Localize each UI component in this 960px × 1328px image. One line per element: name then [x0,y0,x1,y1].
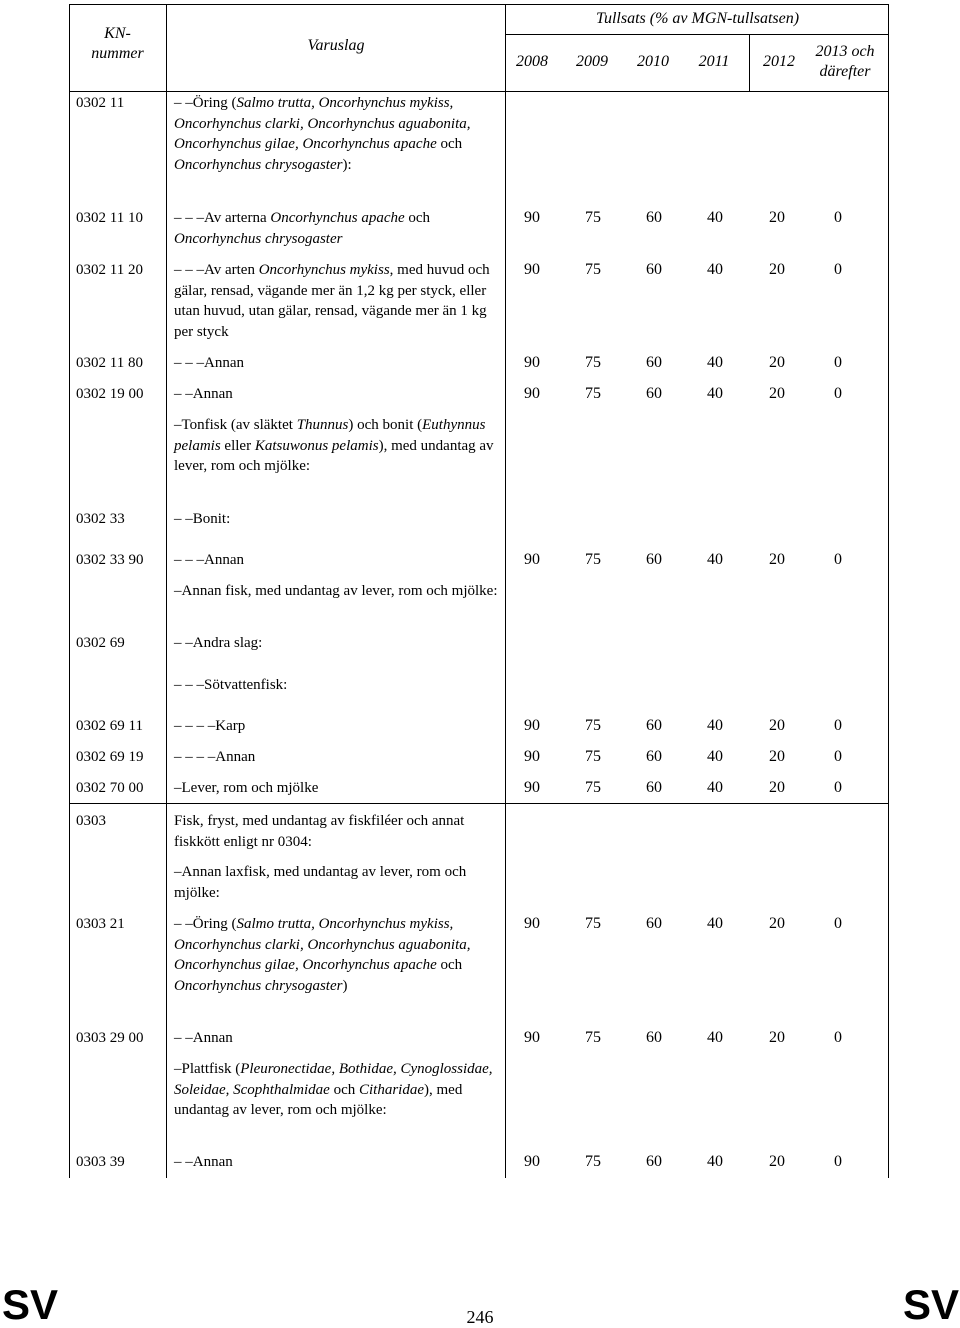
varuslag-description [174,862,504,903]
header-subdivider [506,34,889,35]
varuslag-description [174,208,504,249]
rate-cell: 90 [524,779,540,796]
rate-cell: 90 [524,261,540,278]
description-text: Annan [192,386,233,402]
header-year-2012: 2012 [763,53,795,70]
rate-cell: 90 [524,354,540,371]
varuslag-description [174,716,504,737]
rate-cell: 20 [769,748,785,765]
rate-cell: 60 [646,779,662,796]
indent-dashes: – – [174,386,193,402]
rate-cell: 20 [769,261,785,278]
header-year-2011: 2011 [698,53,730,70]
rate-cell: 20 [769,1029,785,1046]
rate-cell: 75 [585,748,601,765]
rate-cell: 0 [834,354,842,371]
tariff-rates [512,353,889,373]
kn-code: 0303 21 [76,916,125,932]
varuslag-description [174,811,504,852]
rate-cell: 40 [707,915,723,932]
rate-cell: 60 [646,261,662,278]
tariff-rates [512,260,889,280]
rate-cell: 75 [585,1029,601,1046]
rate-cell: 0 [834,748,842,765]
description-text: Lever, rom och mjölke [181,780,319,796]
rate-cell: 0 [834,551,842,568]
tariff-rates [512,550,889,570]
footer-language-right: SV [903,1281,960,1328]
indent-dashes: – – – [174,677,204,693]
description-text: Annan [192,1154,233,1170]
kn-code: 0302 33 [76,511,125,527]
tariff-table [69,4,889,1178]
rate-cell: 20 [769,717,785,734]
description-text: Öring (Salmo trutta, Oncorhynchus mykiss, Oncorhynchus clarki, Oncorhynchus aguabonita, Oncorhynchus gilae, Oncorhynchus apache och Oncorhynchus chrysogaster) [174,916,471,994]
indent-dashes: – – [174,1030,193,1046]
header-varuslag: Varuslag [307,37,365,54]
rate-cell: 75 [585,551,601,568]
header-year-2008: 2008 [516,53,548,70]
rate-cell: 40 [707,748,723,765]
rate-cell: 0 [834,915,842,932]
description-text: Bonit: [192,511,231,527]
header-year-2010: 2010 [637,53,669,70]
description-text: Sötvattenfisk: [204,677,288,693]
rate-cell: 20 [769,1153,785,1170]
varuslag-description [174,914,504,996]
indent-dashes: – – – [174,210,204,226]
varuslag-description [174,353,504,374]
rate-cell: 20 [769,551,785,568]
rate-cell: 60 [646,1153,662,1170]
rate-cell: 90 [524,748,540,765]
tariff-rates [512,747,889,767]
kn-code: 0302 11 20 [76,262,143,278]
header-year-2013: 2013 och därefter [815,43,875,80]
page-number: 246 [466,1307,494,1327]
indent-dashes: – [174,864,182,880]
indent-dashes: – [174,780,182,796]
rate-cell: 40 [707,385,723,402]
indent-dashes: – – – – [174,718,216,734]
rate-cell: 60 [646,748,662,765]
indent-dashes: – [174,417,182,433]
header-tullsats: Tullsats (% av MGN-tullsatsen) [595,10,800,27]
rate-cell: 60 [646,354,662,371]
varuslag-description [174,1059,504,1121]
varuslag-description [174,260,504,342]
column-divider-varuslag [505,4,506,1178]
rate-cell: 20 [769,779,785,796]
indent-dashes: – – [174,635,193,651]
column-divider-years [749,34,750,92]
description-text: Av arterna Oncorhynchus apache och Oncorhynchus chrysogaster [174,210,431,247]
kn-code: 0302 69 11 [76,718,143,734]
kn-code: 0303 39 [76,1154,125,1170]
description-text: Av arten Oncorhynchus mykiss, med huvud och gälar, rensad, vägande mer än 1,2 kg per styck, eller utan huvud, utan gälar, rensad, vägande mer än 1 kg per styck [174,262,490,340]
rate-cell: 20 [769,209,785,226]
varuslag-description [174,384,504,405]
rate-cell: 60 [646,1029,662,1046]
indent-dashes: – – [174,511,193,527]
description-text: Andra slag: [192,635,263,651]
rate-cell: 40 [707,209,723,226]
table-border-left [69,4,70,1178]
rate-cell: 90 [524,717,540,734]
tariff-rates [512,384,889,404]
varuslag-description [174,1028,504,1049]
tariff-rates [512,778,889,798]
varuslag-description [174,675,504,696]
varuslag-description [174,747,504,768]
rate-cell: 0 [834,717,842,734]
description-text: Annan [215,749,256,765]
varuslag-description [174,778,504,799]
description-text: Karp [215,718,246,734]
description-text: Tonfisk (av släktet Thunnus) och bonit (Euthynnus pelamis eller Katsuwonus pelamis), med undantag av lever, rom och mjölke: [174,417,494,474]
kn-code: 0302 33 90 [76,552,144,568]
table-border-top [69,4,889,5]
kn-code: 0302 19 00 [76,386,144,402]
rate-cell: 90 [524,915,540,932]
rate-cell: 0 [834,209,842,226]
rate-cell: 60 [646,717,662,734]
rate-cell: 40 [707,1029,723,1046]
kn-code: 0302 11 80 [76,355,143,371]
kn-code: 0303 29 00 [76,1030,144,1046]
rate-cell: 40 [707,779,723,796]
rate-cell: 75 [585,915,601,932]
header-year-2009: 2009 [576,53,608,70]
table-border-right [888,4,889,1178]
indent-dashes: – – [174,95,193,111]
rate-cell: 0 [834,779,842,796]
rate-cell: 0 [834,1029,842,1046]
rate-cell: 0 [834,261,842,278]
tariff-rates [512,1028,889,1048]
varuslag-description [174,93,504,175]
description-text: Annan [192,1030,233,1046]
rate-cell: 20 [769,385,785,402]
rate-cell: 40 [707,1153,723,1170]
kn-code: 0302 69 19 [76,749,144,765]
rate-cell: 40 [707,551,723,568]
varuslag-description [174,550,504,571]
footer-language-left: SV [2,1281,59,1328]
rate-cell: 0 [834,385,842,402]
description-text: Öring (Salmo trutta, Oncorhynchus mykiss, Oncorhynchus clarki, Oncorhynchus aguabonita, Oncorhynchus gilae, Oncorhynchus apache och Oncorhynchus chrysogaster): [174,95,471,173]
kn-code: 0303 [76,813,106,829]
rate-cell: 60 [646,385,662,402]
rate-cell: 75 [585,261,601,278]
indent-dashes: – [174,1061,182,1077]
varuslag-description [174,581,504,602]
rate-cell: 75 [585,779,601,796]
kn-code: 0302 11 [76,95,125,111]
rate-cell: 90 [524,1029,540,1046]
column-divider-kn [166,4,167,1178]
indent-dashes: – [174,583,182,599]
rate-cell: 75 [585,1153,601,1170]
tariff-rates [512,1152,889,1172]
rate-cell: 40 [707,261,723,278]
description-text: Annan laxfisk, med undantag av lever, rom och mjölke: [174,864,467,901]
rate-cell: 60 [646,209,662,226]
description-text: Annan [204,552,244,568]
rate-cell: 75 [585,209,601,226]
header-kn-nummer: KN- nummer [91,25,144,62]
chapter-divider [69,803,889,804]
indent-dashes: – – [174,916,193,932]
rate-cell: 40 [707,354,723,371]
indent-dashes: – – [174,1154,193,1170]
tariff-rates [512,716,889,736]
kn-code: 0302 11 10 [76,210,143,226]
kn-code: 0302 70 00 [76,780,144,796]
varuslag-description [174,1152,504,1173]
rate-cell: 75 [585,385,601,402]
description-text: Plattfisk (Pleuronectidae, Bothidae, Cynoglossidae, Soleidae, Scophthalmidae och Citharidae), med undantag av lever, rom och mjölke: [174,1061,493,1118]
varuslag-description [174,509,504,530]
rate-cell: 20 [769,354,785,371]
description-text: Fisk, fryst, med undantag av fiskfiléer och annat fiskkött enligt nr 0304: [174,813,465,850]
rate-cell: 20 [769,915,785,932]
tariff-rates [512,914,889,934]
header-bottom-border [69,91,889,92]
indent-dashes: – – – [174,355,204,371]
varuslag-description [174,633,504,654]
rate-cell: 90 [524,385,540,402]
rate-cell: 75 [585,717,601,734]
rate-cell: 90 [524,209,540,226]
indent-dashes: – – – [174,552,204,568]
description-text: Annan fisk, med undantag av lever, rom och mjölke: [181,583,498,599]
rate-cell: 60 [646,551,662,568]
rate-cell: 0 [834,1153,842,1170]
rate-cell: 90 [524,1153,540,1170]
tariff-rates [512,208,889,228]
kn-code: 0302 69 [76,635,125,651]
description-text: Annan [204,355,244,371]
varuslag-description [174,415,504,477]
indent-dashes: – – – – [174,749,216,765]
rate-cell: 60 [646,915,662,932]
rate-cell: 90 [524,551,540,568]
rate-cell: 75 [585,354,601,371]
indent-dashes: – – – [174,262,204,278]
rate-cell: 40 [707,717,723,734]
